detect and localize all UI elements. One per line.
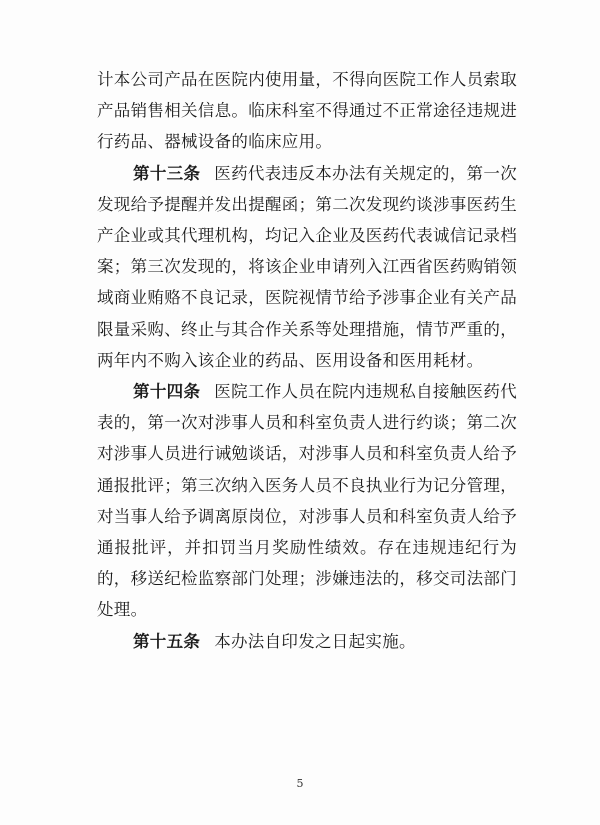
- article-14: [97, 376, 517, 626]
- article-14-label: 第十四条: [133, 382, 201, 402]
- article-13-label: 第十三条: [133, 163, 201, 183]
- article-15-label: 第十五条: [133, 631, 201, 651]
- article-14-text: 医院工作人员在院内违规私自接触医药代表的，第一次对涉事人员和科室负责人进行约谈；第二次对涉事人员进行诫勉谈话，对涉事人员和科室负责人给予通报批评；第三次纳入医务人员不良执业行为记分管理，对当事人给予调离原岗位，对涉事人员和科室负责人给予通报批评，并扣罚当月奖励性绩效。存在违规违纪行为的，移送纪检监察部门处理；涉嫌违法的，移交司法部门处理。: [97, 382, 517, 620]
- page-number: 5: [296, 777, 304, 790]
- continuation-paragraph: 计本公司产品在医院内使用量，不得向医院工作人员索取产品销售相关信息。临床科室不得通过不正常途径违规进行药品、器械设备的临床应用。: [97, 70, 517, 152]
- article-13: [97, 158, 517, 376]
- article-15-text: 本办法自印发之日起实施。: [214, 631, 416, 651]
- document-body: [97, 64, 517, 657]
- article-15: [97, 626, 517, 657]
- article-13-text: 医药代表违反本办法有关规定的，第一次发现给予提醒并发出提醒函；第二次发现约谈涉事医药生产企业或其代理机构，均记入企业及医药代表诚信记录档案；第三次发现的，将该企业申请列入江西省医药购销领域商业贿赂不良记录，医院视情节给予涉事企业有关产品限量采购、终止与其合作关系等处理措施，情节严重的，两年内不购入该企业的药品、医用设备和医用耗材。: [97, 163, 517, 370]
